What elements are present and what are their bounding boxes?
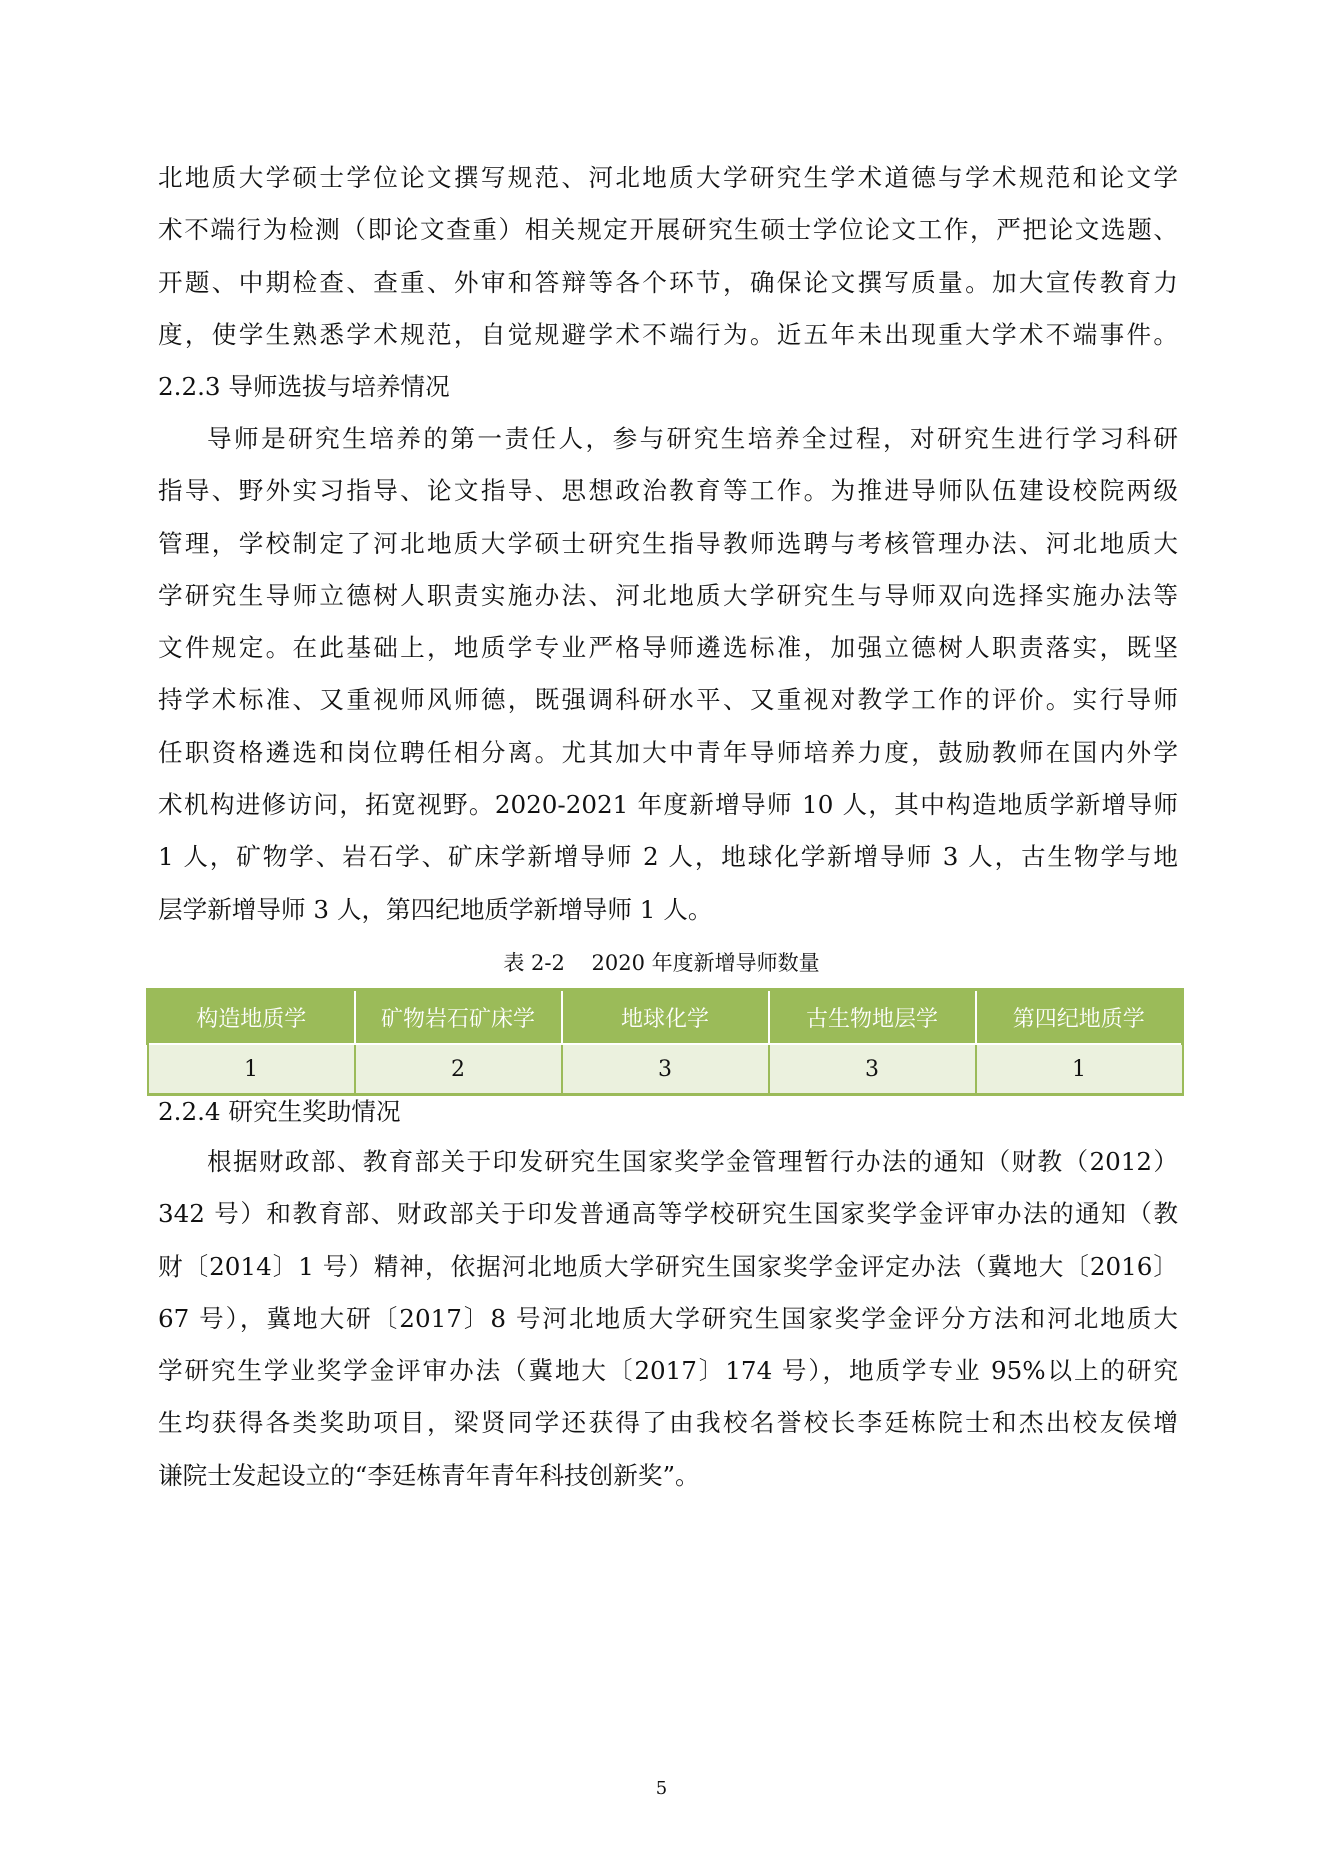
paragraph-line: 生均获得各类奖助项目，梁贤同学还获得了由我校名誉校长李廷栋院士和杰出校友侯增	[158, 1408, 1178, 1438]
paragraph-line: 导师是研究生培养的第一责任人，参与研究生培养全过程，对研究生进行学习科研	[207, 424, 1178, 453]
scholarship-paragraph	[158, 1136, 1178, 1502]
table-header-cell: 矿物岩石矿床学	[355, 990, 562, 1045]
table-cell: 2	[355, 1044, 562, 1095]
paragraph-line: 文件规定。在此基础上，地质学专业严格导师遴选标准，加强立德树人职责落实，既坚	[158, 633, 1178, 663]
paragraph-line: 学研究生学业奖学金评审办法（冀地大〔2017〕174 号），地质学专业 95%以上的研究	[158, 1356, 1178, 1386]
paragraph-line: 学研究生导师立德树人职责实施办法、河北地质大学研究生与导师双向选择实施办法等	[158, 580, 1178, 610]
paragraph-line: 管理，学校制定了河北地质大学硕士研究生指导教师选聘与考核管理办法、河北地质大	[158, 528, 1178, 558]
paragraph-line: 根据财政部、教育部关于印发研究生国家奖学金管理暂行办法的通知（财教（2012）	[207, 1147, 1178, 1176]
paragraph-line: 财〔2014〕1 号）精神，依据河北地质大学研究生国家奖学金评定办法（冀地大〔2016〕	[158, 1251, 1178, 1281]
paragraph-line: 术不端行为检测（即论文查重）相关规定开展研究生硕士学位论文工作，严把论文选题、	[158, 215, 1178, 245]
table-header-row	[148, 990, 1183, 1045]
paragraph-line: 术机构进修访问，拓宽视野。2020-2021 年度新增导师 10 人，其中构造地质学新增导师	[158, 790, 1178, 820]
table-header-cell: 构造地质学	[148, 990, 355, 1045]
section-heading-2-2-4: 2.2.4 研究生奖助情况	[158, 1097, 401, 1126]
mentor-paragraph	[158, 413, 1178, 936]
table-caption: 表 2-2 2020 年度新增导师数量	[503, 951, 820, 975]
paragraph-line: 342 号）和教育部、财政部关于印发普通高等学校研究生国家奖学金评审办法的通知（教	[158, 1199, 1178, 1229]
table-cell: 1	[148, 1044, 355, 1095]
new-mentor-table	[146, 988, 1184, 1096]
paragraph-line: 指导、野外实习指导、论文指导、思想政治教育等工作。为推进导师队伍建设校院两级	[158, 476, 1178, 506]
table-cell: 3	[769, 1044, 976, 1095]
paragraph-line: 67 号），冀地大研〔2017〕8 号河北地质大学研究生国家奖学金评分方法和河北地质大	[158, 1303, 1178, 1333]
table-header-cell: 古生物地层学	[769, 990, 976, 1045]
paragraph-line: 1 人，矿物学、岩石学、矿床学新增导师 2 人，地球化学新增导师 3 人，古生物学与地	[158, 842, 1178, 872]
table-header-cell: 第四纪地质学	[976, 990, 1183, 1045]
intro-paragraph	[158, 152, 1178, 361]
table-cell: 3	[562, 1044, 769, 1095]
section-heading-2-2-3: 2.2.3 导师选拔与培养情况	[158, 372, 450, 401]
paragraph-line: 开题、中期检查、查重、外审和答辩等各个环节，确保论文撰写质量。加大宣传教育力	[158, 267, 1178, 297]
paragraph-line: 持学术标准、又重视师风师德，既强调科研水平、又重视对教学工作的评价。实行导师	[158, 685, 1178, 715]
paragraph-line: 任职资格遴选和岗位聘任相分离。尤其加大中青年导师培养力度，鼓励教师在国内外学	[158, 737, 1178, 767]
table-cell: 1	[976, 1044, 1183, 1095]
table-header-cell: 地球化学	[562, 990, 769, 1045]
paragraph-line: 度，使学生熟悉学术规范，自觉规避学术不端行为。近五年未出现重大学术不端事件。	[158, 319, 1178, 349]
page-number: 5	[655, 1778, 668, 1799]
paragraph-line: 北地质大学硕士学位论文撰写规范、河北地质大学研究生学术道德与学术规范和论文学	[158, 163, 1178, 192]
paragraph-line: 谦院士发起设立的“李廷栋青年青年科技创新奖”。	[158, 1460, 700, 1490]
paragraph-line: 层学新增导师 3 人，第四纪地质学新增导师 1 人。	[158, 894, 713, 924]
